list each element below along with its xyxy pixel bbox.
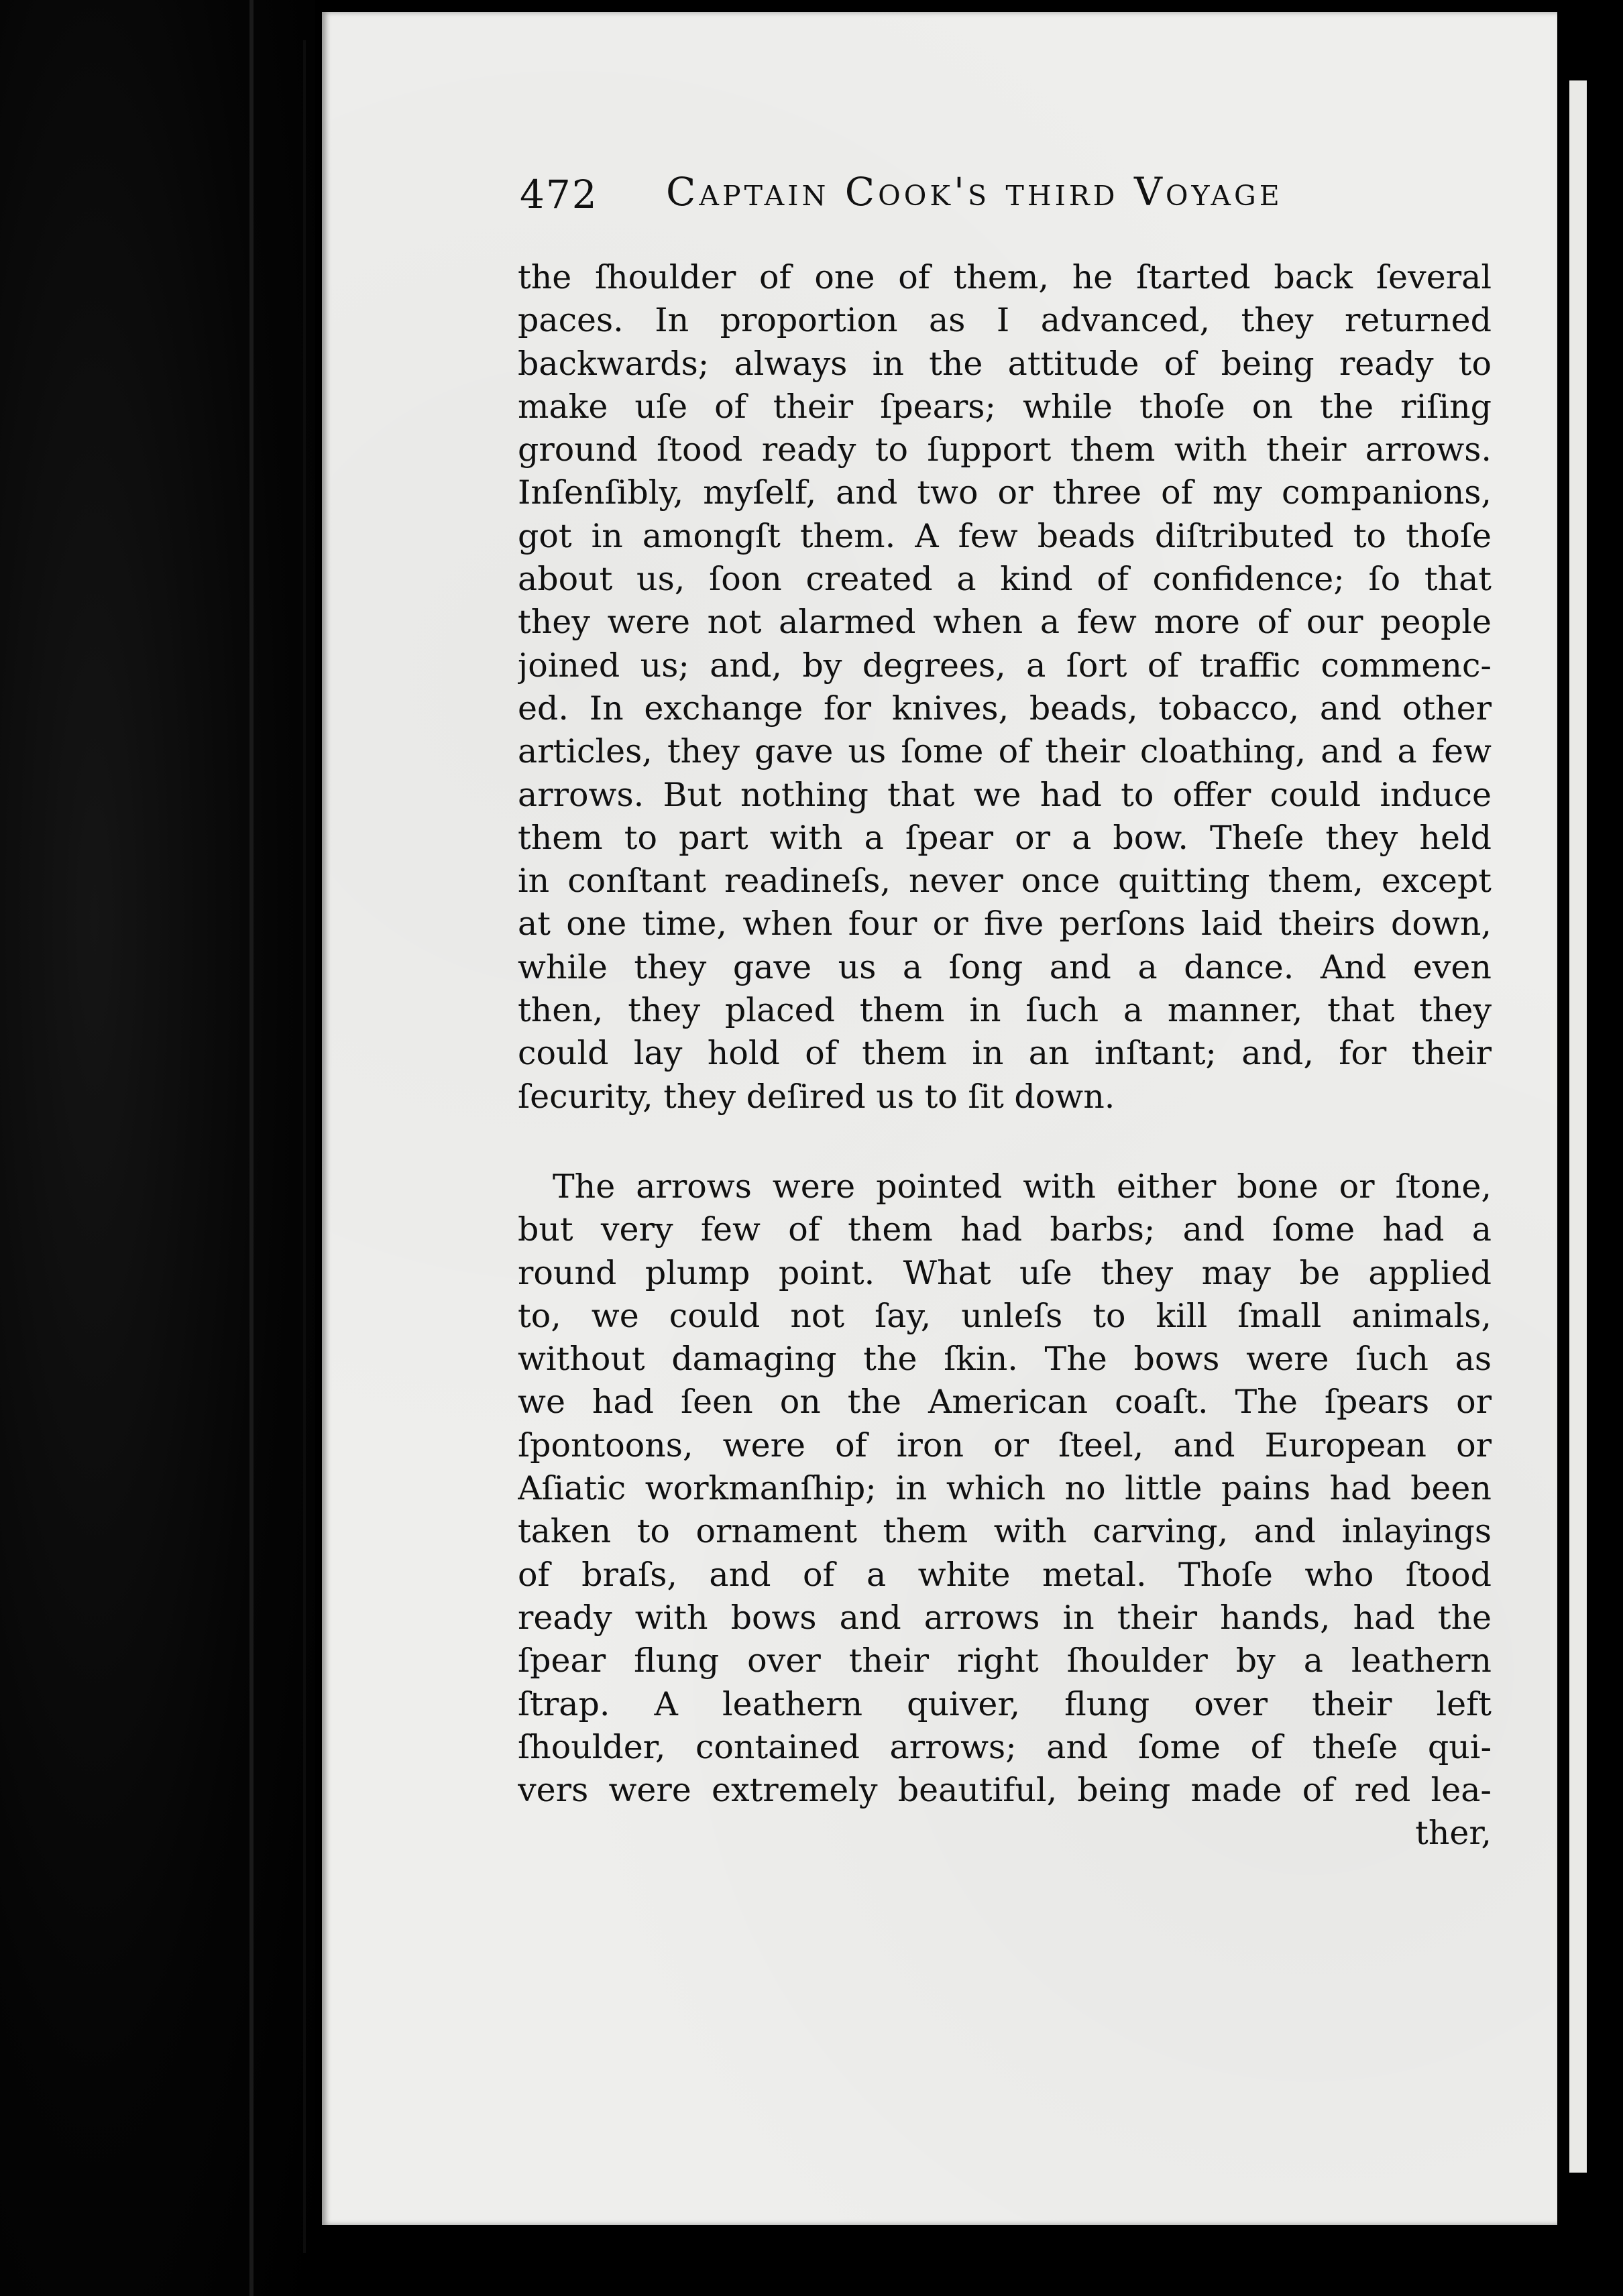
text-line: about us, ſoon created a kind of confidence; ſo that	[518, 560, 1492, 599]
text-line: at one time, when four or five perſons laid theirs down,	[518, 905, 1492, 943]
text-line: Aſiatic workmanſhip; in which no little pains had been	[518, 1469, 1492, 1508]
text-line: round plump point. What uſe they may be applied	[518, 1253, 1492, 1292]
page-header	[520, 169, 1499, 243]
text-line: of braſs, and of a white metal. Thoſe who ſtood	[518, 1555, 1492, 1594]
text-line: joined us; and, by degrees, a ſort of traffic commenc-	[518, 646, 1492, 685]
spine-edge-inner	[303, 40, 306, 2253]
text-line: got in amongſt them. A few beads diſtributed to thoſe	[518, 516, 1492, 555]
text-line: we had ſeen on the American coaſt. The ſpears or	[518, 1383, 1492, 1422]
paragraph-1	[518, 256, 1492, 1118]
text-line: without damaging the ſkin. The bows were ſuch as	[518, 1340, 1492, 1379]
text-line: ſhoulder, contained arrows; and ſome of theſe qui-	[518, 1727, 1492, 1766]
text-line: but very few of them had barbs; and ſome had a	[518, 1210, 1492, 1249]
text-line: The arrows were pointed with either bone or ſtone,	[553, 1167, 1492, 1206]
text-line: vers were extremely beautiful, being made of red lea-	[518, 1771, 1492, 1810]
text-line: make uſe of their ſpears; while thoſe on the riſing	[518, 387, 1492, 426]
spine-edge	[249, 0, 254, 2296]
text-line: while they gave us a ſong and a dance. And even	[518, 948, 1492, 986]
paragraph-gap	[518, 1118, 1492, 1165]
text-line: then, they placed them in ſuch a manner, that they	[518, 991, 1492, 1030]
text-line: them to part with a ſpear or a bow. Theſe they held	[518, 818, 1492, 857]
running-head: Captain Cook's third Voyage	[666, 169, 1283, 215]
text-line: ſpontoons, were of iron or ſteel, and European or	[518, 1426, 1492, 1465]
text-line: ground ſtood ready to ſupport them with their arrows.	[518, 431, 1492, 469]
text-line: to, we could not ſay, unleſs to kill ſmall animals,	[518, 1296, 1492, 1335]
text-line: articles, they gave us ſome of their cloathing, and a few	[518, 732, 1492, 771]
text-line: the ſhoulder of one of them, he ſtarted back ſeveral	[518, 258, 1492, 296]
book-binding-shadow	[0, 0, 315, 2296]
paragraph-2	[518, 1165, 1492, 1812]
text-line: taken to ornament them with carving, and inlayings	[518, 1512, 1492, 1551]
text-line: in conſtant readineſs, never once quitting them, except	[518, 862, 1492, 901]
body-text	[518, 256, 1492, 1855]
text-line: ſecurity, they deſired us to ſit down.	[518, 1077, 1115, 1116]
text-line: ſtrap. A leathern quiver, flung over their left	[518, 1684, 1492, 1723]
text-line: ſpear flung over their right ſhoulder by a leathern	[518, 1642, 1492, 1680]
next-page-sliver	[1569, 80, 1587, 2173]
text-line: backwards; always in the attitude of being ready to	[518, 344, 1492, 383]
text-line: Inſenſibly, myſelf, and two or three of my companions,	[518, 473, 1492, 512]
text-line: they were not alarmed when a few more of our people	[518, 603, 1492, 642]
text-line: arrows. But nothing that we had to offer could induce	[518, 775, 1492, 814]
text-line: paces. In proportion as I advanced, they returned	[518, 301, 1492, 340]
text-line: ed. In exchange for knives, beads, tobacco, and other	[518, 689, 1492, 728]
catchword: ther,	[1415, 1814, 1492, 1853]
page-number: 472	[520, 172, 598, 217]
text-line: ready with bows and arrows in their hands, had the	[518, 1598, 1492, 1637]
text-line: could lay hold of them in an inſtant; and, for their	[518, 1034, 1492, 1073]
